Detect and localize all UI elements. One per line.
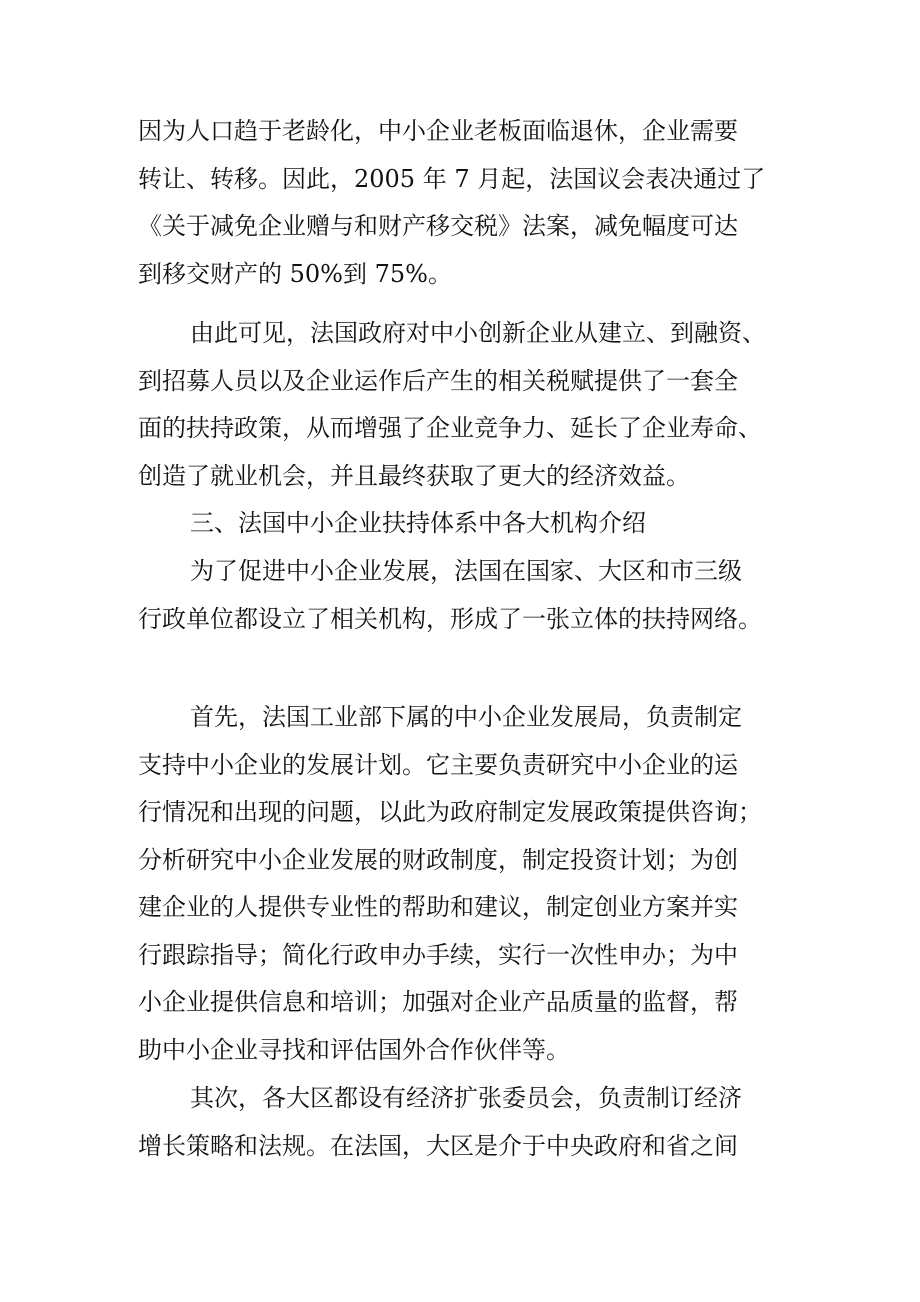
- text-line: 面的扶持政策，从而增强了企业竞争力、延长了企业寿命、: [138, 414, 762, 442]
- paragraph-network-intro: [138, 548, 778, 643]
- text-line: 其次，各大区都设有经济扩张委员会，负责制订经济: [190, 1084, 742, 1112]
- paragraph-sme-development-bureau: [138, 694, 778, 1074]
- text-line: 增长策略和法规。在法国，大区是介于中央政府和省之间: [138, 1131, 738, 1160]
- text-line: 《关于减免企业赠与和财产移交税》法案，减免幅度可达: [138, 212, 738, 240]
- text-line: 因为人口趋于老龄化，中小企业老板面临退休，企业需要: [138, 117, 738, 145]
- text-line: 分析研究中小企业发展的财政制度，制定投资计划；为创: [138, 845, 738, 874]
- text-line: 首先，法国工业部下属的中小企业发展局，负责制定: [190, 703, 742, 731]
- text-line: 为了促进中小企业发展，法国在国家、大区和市三级: [190, 557, 742, 585]
- text-line: 支持中小企业的发展计划。它主要负责研究中小企业的运: [138, 750, 738, 779]
- text-line: 创造了就业机会，并且最终获取了更大的经济效益。: [138, 461, 690, 490]
- text-line: 小企业提供信息和培训；加强对企业产品质量的监督，帮: [138, 988, 738, 1016]
- text-line: 建企业的人提供专业性的帮助和建议，制定创业方案并实: [138, 893, 738, 921]
- paragraph-succession-tax: [138, 108, 778, 298]
- text-line: 行情况和出现的问题，以此为政府制定发展政策提供咨询；: [138, 798, 762, 826]
- text-line: 到移交财产的 50%到 75%。: [138, 259, 452, 288]
- text-line: 转让、转移。因此，2005 年 7 月起，法国议会表决通过了: [138, 164, 766, 193]
- text-line: 行政单位都设立了相关机构，形成了一张立体的扶持网络。: [138, 604, 762, 633]
- text-line: 行跟踪指导；简化行政申办手续，实行一次性申办；为中: [138, 940, 738, 969]
- section-heading-text: 三、法国中小企业扶持体系中各大机构介绍: [190, 509, 646, 537]
- section-heading: [138, 500, 778, 548]
- paragraph-regional-committee: [138, 1075, 778, 1170]
- text-line: 到招募人员以及企业运作后产生的相关税赋提供了一套全: [138, 366, 738, 395]
- text-line: 助中小企业寻找和评估国外合作伙伴等。: [138, 1035, 570, 1064]
- paragraph-summary: [138, 310, 778, 500]
- text-line: 由此可见，法国政府对中小创新企业从建立、到融资、: [190, 319, 766, 347]
